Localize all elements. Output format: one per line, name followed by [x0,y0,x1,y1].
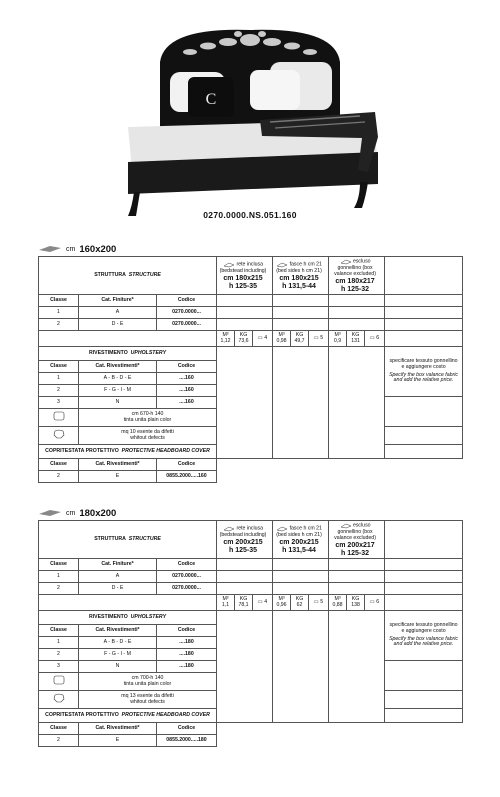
option-cell: fasce h cm 21 (bed sides h cm 21) cm 180x215 h 131,5-44 [273,257,329,295]
table-row: 1 A - B - D - E ....160 [39,373,463,385]
option-cell: fasce h cm 21 (bed sides h cm 21) cm 200x215 h 131,5-44 [273,521,329,559]
spec-table-160: STRUTTURA STRUCTURE rete inclusa (bedstead including) cm 180x215 h 125-35 fasce h cm 21 (bed sides h cm 21) cm 180x215 h 131,5-44 escluso gonnellino (box valance excluded) cm 180x217 h 125-32 Classe Cat. Finiture* Codice 1 A 0270.0000... 2 D - E 0270.0000... M³ 1,12 KG 73,6 ▭ 4 M³ 0,98 KG 49,7 ▭ 5 M³ 0,9 KG 131 ▭ 6 RIVESTIMENTO UPHOLSTERY specificare tessuto gonnellino e aggiungere costo Specify the box valance fabric and add the relative price. Classe Cat. Rivestimenti* Codice 1 A - B - D - E ....160 2 F - G - I - M ....160 3 N ....160 cm 670-h 140 tinta unita plain color mq 10 esente da difetti whitout defects COPRITESTATA PROTETTIVO PROTECTIVE HEADBOARD COVER Classe Cat. Rivestimenti* Codice 2 E 0855.2000.....160 [38,256,463,483]
col-codice: Codice [157,295,217,307]
package-icon: ▭ [369,334,375,341]
size-value: 160x200 [79,243,117,255]
bed-image [110,12,390,217]
option-cell: escluso gonnellino (box valance excluded) cm 180x217 h 125-32 [329,257,385,295]
size-unit: cm [66,245,76,253]
spec-table-180: STRUTTURA STRUCTURE rete inclusa (bedstead including) cm 200x215 h 125-35 fasce h cm 21 (bed sides h cm 21) cm 200x215 h 131,5-44 escluso gonnellino (box valance excluded) cm 200x217 h 125-32 Classe Cat. Finiture* Codice 1 A 0270.0000... 2 D - E 0270.0000... M³ 1,1 KG 78,1 ▭ 4 M³ 0,96 KG 62 ▭ 5 M³ 0,88 KG 138 ▭ 6 RIVESTIMENTO UPHOLSTERY specificare tessuto gonnellino e aggiungere costo Specify the box valance fabric and add the relative price. Classe Cat. Rivestimenti* Codice 1 A - B - D - E ....180 2 F - G - I - M ....180 3 N ....180 cm 700-h 140 tinta unita plain color mq 13 esente da difetti whitout defects COPRITESTATA PROTETTIVO PROTECTIVE HEADBOARD COVER Classe Cat. Rivestimenti* Codice 2 E 0855.2000.....180 [38,520,463,747]
col-cat-finiture: Cat. Finiture* [79,559,157,571]
package-icon: ▭ [257,334,263,341]
size-heading-180 [38,506,116,520]
fabric-defects: mq 10 esente da difetti whitout defects [79,427,217,445]
option-cell: escluso gonnellino (box valance excluded) cm 200x217 h 125-32 [329,521,385,559]
svg-text:C: C [205,91,217,108]
table-row: 2 E 0855.2000.....180 [39,735,463,747]
product-code: 0270.0000.NS.051.160 [203,210,297,220]
fabric-roll-icon [52,411,66,421]
col-classe: Classe [39,295,79,307]
fabric-skin-icon [52,429,66,439]
option-cell: rete inclusa (bedstead including) cm 180x215 h 125-35 [217,257,273,295]
metrics-row: M³ 1,12 KG 73,6 ▭ 4 M³ 0,98 KG 49,7 ▭ 5 M³ 0,9 KG 131 ▭ 6 [39,331,463,347]
col-cat-finiture: Cat. Finiture* [79,295,157,307]
table-row: 2 F - G - I - M ....180 [39,649,463,661]
table-row: 1 A - B - D - E ....180 [39,637,463,649]
fabric-roll-icon [52,675,66,685]
cover-title: COPRITESTATA PROTETTIVO PROTECTIVE HEADBOARD COVER [39,709,217,723]
option-cell: rete inclusa (bedstead including) cm 200x215 h 125-35 [217,521,273,559]
fabric-requirement: cm 670-h 140 tinta unita plain color [79,409,217,427]
size-heading-160 [38,242,116,256]
col-codice: Codice [157,559,217,571]
mattress-icon [38,509,62,517]
table-row: 2 D - E 0270.0000... [39,583,463,595]
structure-title: STRUTTURA STRUCTURE [39,257,217,295]
metrics-row: M³ 1,1 KG 78,1 ▭ 4 M³ 0,96 KG 62 ▭ 5 M³ 0,88 KG 138 ▭ 6 [39,595,463,611]
valance-note: specificare tessuto gonnellino e aggiungere costo Specify the box valance fabric and add the relative price. [385,347,463,397]
col-classe: Classe [39,559,79,571]
package-icon: ▭ [369,598,375,605]
table-row: 3 N ....160 [39,397,463,409]
table-row: 3 N ....180 [39,661,463,673]
package-icon: ▭ [313,598,319,605]
fabric-defects: mq 13 esente da difetti whitout defects [79,691,217,709]
fabric-skin-icon [52,693,66,703]
table-row: 2 E 0855.2000.....160 [39,471,463,483]
table-row: 2 F - G - I - M ....160 [39,385,463,397]
structure-title: STRUTTURA STRUCTURE [39,521,217,559]
upholstery-title: RIVESTIMENTO UPHOLSTERY [39,611,217,625]
table-row: 1 A 0270.0000... [39,571,463,583]
size-value: 180x200 [79,507,117,519]
upholstery-title: RIVESTIMENTO UPHOLSTERY [39,347,217,361]
size-unit: cm [66,509,76,517]
package-icon: ▭ [257,598,263,605]
package-icon: ▭ [313,334,319,341]
valance-note: specificare tessuto gonnellino e aggiungere costo Specify the box valance fabric and add the relative price. [385,611,463,661]
table-row: 1 A 0270.0000... [39,307,463,319]
cover-title: COPRITESTATA PROTETTIVO PROTECTIVE HEADBOARD COVER [39,445,217,459]
table-row: 2 D - E 0270.0000... [39,319,463,331]
mattress-icon [38,245,62,253]
fabric-requirement: cm 700-h 140 tinta unita plain color [79,673,217,691]
